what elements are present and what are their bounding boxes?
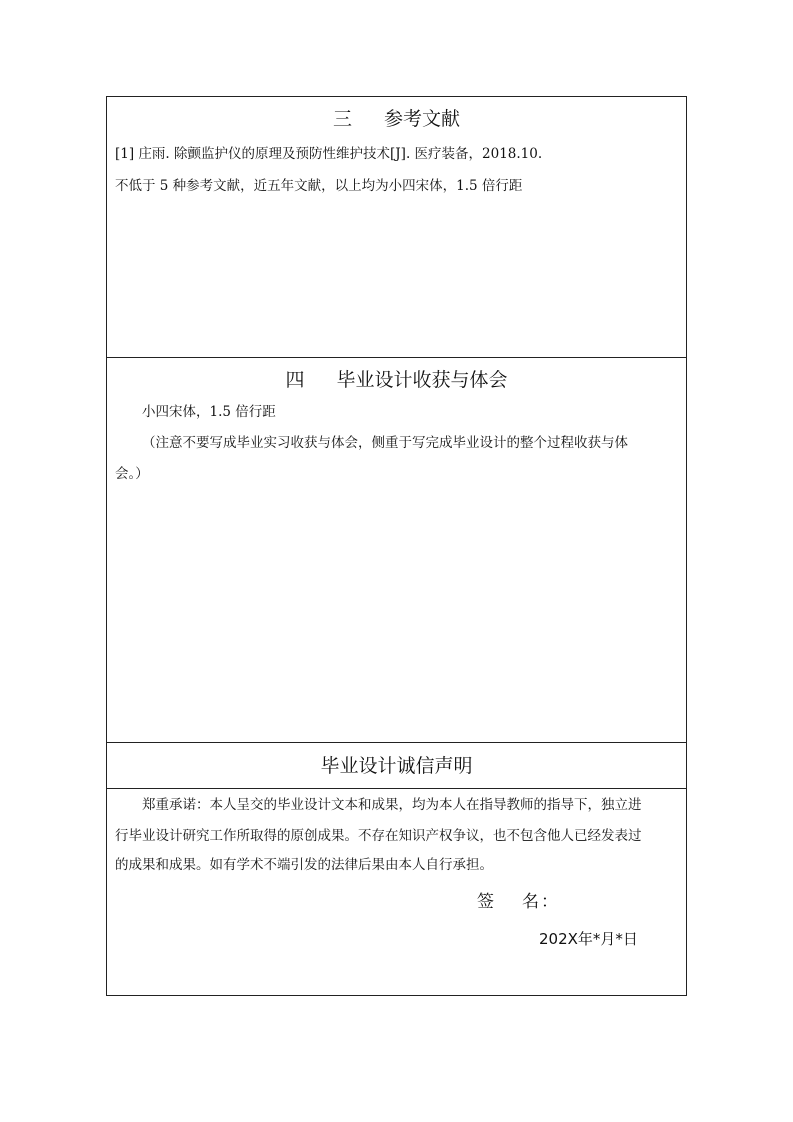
integrity-line-3: 的成果和成果。如有学术不端引发的法律后果由本人自行承担。: [115, 857, 493, 873]
integrity-line-1: 郑重承诺：本人呈交的毕业设计文本和成果，均为本人在指导教师的指导下，独立进: [142, 797, 642, 813]
gains-title: 毕业设计收获与体会: [336, 369, 508, 391]
signature-label-1: 签: [477, 892, 496, 912]
reference-note: 不低于 5 种参考文献，近五年文献，以上均为小四宋体，1.5 倍行距: [115, 178, 523, 194]
gains-instruction-line-2: 会。）: [115, 466, 149, 482]
signature-label-2: 名：: [522, 892, 560, 912]
reference-entry: [1] 庄雨. 除颤监护仪的原理及预防性维护技术[J]. 医疗装备，2018.10.: [115, 146, 543, 162]
gains-heading: [107, 368, 686, 392]
integrity-line-2: 行毕业设计研究工作所取得的原创成果。不存在知识产权争议，也不包含他人已经发表过: [115, 828, 642, 844]
references-title: 参考文献: [384, 108, 461, 130]
references-section: [107, 97, 686, 358]
gains-format-note: 小四宋体，1.5 倍行距: [142, 404, 276, 420]
integrity-title: 毕业设计诚信声明: [320, 755, 473, 777]
gains-section-number: 四: [285, 369, 305, 391]
signature-date: 202X年*月*日: [539, 930, 638, 948]
signature-field: [477, 891, 560, 913]
gains-instruction-line-1: （注意不要写成毕业实习收获与体会，侧重于写完成毕业设计的整个过程收获与体: [142, 435, 628, 451]
form-table: [106, 96, 687, 996]
references-section-number: 三: [332, 108, 352, 130]
integrity-statement: [107, 789, 686, 997]
gains-section: [107, 358, 686, 743]
integrity-heading-row: [107, 743, 686, 789]
references-heading: [107, 107, 686, 131]
